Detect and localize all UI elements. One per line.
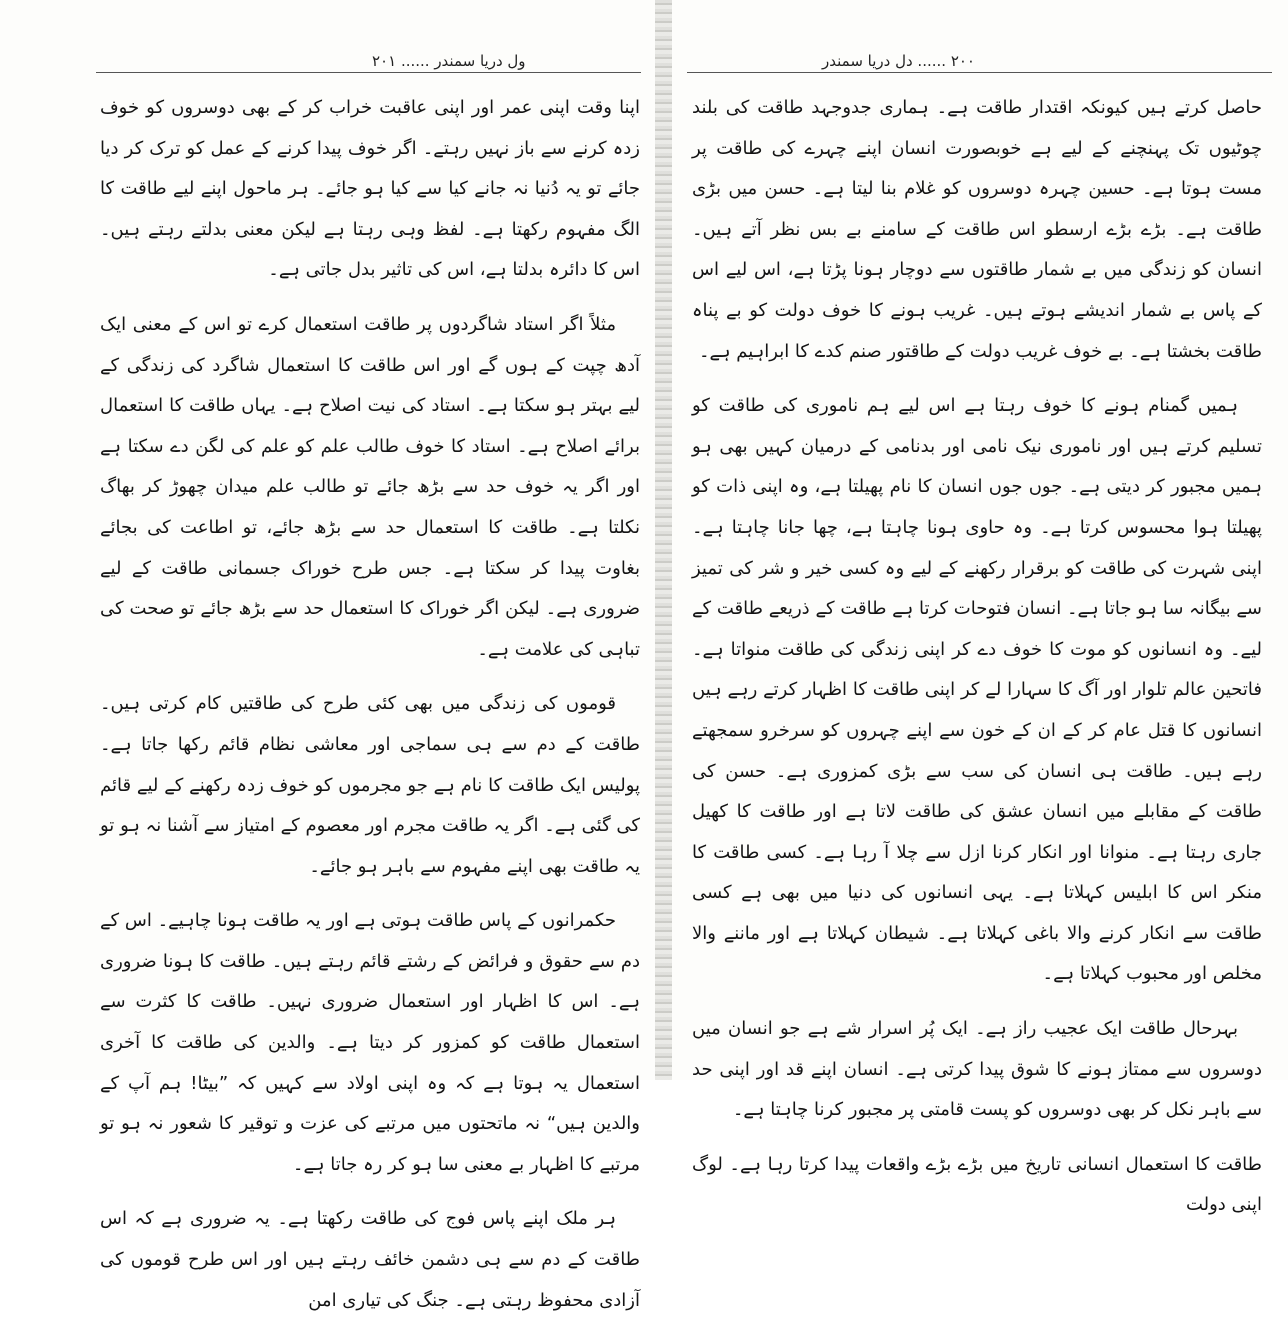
paragraph: حاصل کرتے ہیں کیونکہ اقتدار طاقت ہے۔ ہماری جدوجہد طاقت کی بلند چوٹیوں تک پہنچنے کے لیے ہے خوبصورت انسان اپنے چہرے کی طاقت پر مست ہوتا ہے۔ حسین چہرہ دوسروں کو غلام بنا لیتا ہے۔ حسن میں بڑی طاقت ہے۔ بڑے بڑے ارسطو اس طاقت کے سامنے بے بس نظر آتے ہیں۔ انسان کو زندگی میں بے شمار طاقتوں سے دوچار ہونا پڑتا ہے، اس لیے اس کے پاس بے شمار اندیشے ہوتے ہیں۔ غریب ہونے کا خوف دولت کو بے پناہ طاقت بخشتا ہے۔ بے خوف غریب دولت کے طاقتور صنم کدے کا ابراہیم ہے۔: [692, 97, 1262, 362]
right-page: [672, 0, 1288, 1216]
paragraph: بہرحال طاقت ایک عجیب راز ہے۔ ایک پُر اسرار شے ہے جو انسان میں دوسروں سے ممتاز ہونے کا شوق پیدا کرتی ہے۔ انسان اپنے قد اور اپنی حد سے باہر نکل کر بھی دوسروں کو پست قامتی پر مجبور کرنا چاہتا ہے۔: [692, 1018, 1262, 1121]
paragraph: ہمیں گمنام ہونے کا خوف رہتا ہے اس لیے ہم ناموری کی طاقت کو تسلیم کرتے ہیں اور ناموری نیک نامی اور بدنامی کے درمیان کہیں بھی ہو ہمیں مجبور کر دیتی ہے۔ جوں جوں انسان کا نام پھیلتا ہے، وہ اپنی ذات کو پھیلتا ہوا محسوس کرتا ہے۔ وہ حاوی ہونا چاہتا ہے، چھا جانا چاہتا ہے۔ اپنی شہرت کی طاقت کو برقرار رکھنے کے لیے وہ کسی خیر و شر کی تمیز سے بیگانہ سا ہو جاتا ہے۔ انسان فتوحات کرتا ہے طاقت کے ذریعے طاقت کے لیے۔ وہ انسانوں کو موت کا خوف دے کر اپنی زندگی کی طاقت منواتا ہے۔ فاتحین عالم تلوار اور آگ کا سہارا لے کر اپنی طاقت کا اظہار کرتے رہے ہیں انسانوں کا قتل عام کر کے ان کے خون سے اپنے چہروں کو سرخرو سمجھتے رہے ہیں۔ طاقت ہی انسان کی سب سے بڑی کمزوری ہے۔ حسن کی طاقت کے مقابلے میں انسان عشق کی طاقت لاتا ہے اور طاقت کا کھیل جاری رہتا ہے۔ منوانا اور انکار کرنا ازل سے چلا آ رہا ہے۔ کسی طاقت کا منکر اس کا ابلیس کہلاتا ہے۔ یہی انسانوں کی دنیا میں بھی ہے کسی طاقت سے انکار کرنے والا باغی کہلاتا ہے۔ شیطان کہلاتا ہے اور ماننے والا مخلص اور محبوب کہلاتا ہے۔: [692, 395, 1262, 985]
paragraph: ہر ملک اپنے پاس فوج کی طاقت رکھتا ہے۔ یہ ضروری ہے کہ اس طاقت کے دم سے ہی دشمن خائف رہتے ہیں اور اس طرح قوموں کی آزادی محفوظ رہتی ہے۔ جنگ کی تیاری امن: [100, 1208, 640, 1311]
header-rule: [96, 72, 641, 73]
paragraph: قوموں کی زندگی میں بھی کئی طرح کی طاقتیں کام کرتی ہیں۔ طاقت کے دم سے ہی سماجی اور معاشی نظام قائم رکھا جاتا ہے۔ پولیس ایک طاقت کا نام ہے جو مجرموں کو خوف زدہ رکھنے کے لیے قائم کی گئی ہے۔ اگر یہ طاقت مجرم اور معصوم کے امتیاز سے آشنا نہ ہو تو یہ طاقت بھی اپنے مفہوم سے باہر ہو جائے۔: [100, 693, 640, 877]
paragraph: طاقت کا استعمال انسانی تاریخ میں بڑے بڑے واقعات پیدا کرتا رہا ہے۔ لوگ اپنی دولت: [692, 1153, 1262, 1216]
paragraph: اپنا وقت اپنی عمر اور اپنی عاقبت خراب کر کے بھی دوسروں کو خوف زدہ کرنے سے باز نہیں رہتے۔ اگر خوف پیدا کرنے کے عمل کو ترک کر دیا جائے تو یہ دُنیا نہ جانے کیا سے کیا ہو جائے۔ ہر ماحول اپنے لیے طاقت کا الگ مفہوم رکھتا ہے۔ لفظ وہی رہتا ہے لیکن معنی بدلتے رہتے ہیں۔ اس کا دائرہ بدلتا ہے، اس کی تاثیر بدل جاتی ہے۔: [100, 97, 640, 281]
paragraph: حکمرانوں کے پاس طاقت ہوتی ہے اور یہ طاقت ہونا چاہیے۔ اس کے دم سے حقوق و فرائض کے رشتے قائم رہتے ہیں۔ طاقت کا ہونا ضروری ہے۔ اس کا اظہار اور استعمال ضروری نہیں۔ طاقت کا کثرت سے استعمال طاقت کو کمزور کر دیتا ہے۔ والدین کی طاقت کا آخری استعمال یہ ہوتا ہے کہ وہ اپنی اولاد سے کہیں کہ ”بیٹا! ہم آپ کے والدین ہیں“ نہ ماتحتوں میں مرتبے کی عزت و توقیر کا شعور نہ ہو تو مرتبے کا اظہار بے معنی سا ہو کر رہ جاتا ہے۔: [100, 910, 640, 1175]
page-body: [100, 88, 640, 1321]
page-header: ۲۰۰ ...... دل دریا سمندر: [822, 52, 975, 70]
page-body: [692, 88, 1262, 1226]
page-header: ول دریا سمندر ...... ۲۰۱: [372, 52, 526, 70]
paragraph: مثلاً اگر استاد شاگردوں پر طاقت استعمال کرے تو اس کے معنی ایک آدھ چپت کے ہوں گے اور اس طاقت کا استعمال شاگرد کی زندگی کے لیے بہتر ہو سکتا ہے۔ استاد کی نیت اصلاح ہے۔ یہاں طاقت کا استعمال برائے اصلاح ہے۔ استاد کا خوف طالب علم کو علم کی لگن دے سکتا ہے اور اگر یہ خوف حد سے بڑھ جائے تو طالب علم میدان چھوڑ کر بھاگ نکلتا ہے۔ طاقت کا استعمال حد سے بڑھ جائے، تو اطاعت کی بجائے بغاوت پیدا کر سکتا ہے۔ جس طرح خوراک جسمانی طاقت کے لیے ضروری ہے۔ لیکن اگر خوراک کا استعمال حد سے بڑھ جائے تو صحت کی تباہی کی علامت ہے۔: [100, 313, 640, 660]
book-gutter: [655, 0, 672, 1080]
header-rule: [687, 72, 1272, 73]
